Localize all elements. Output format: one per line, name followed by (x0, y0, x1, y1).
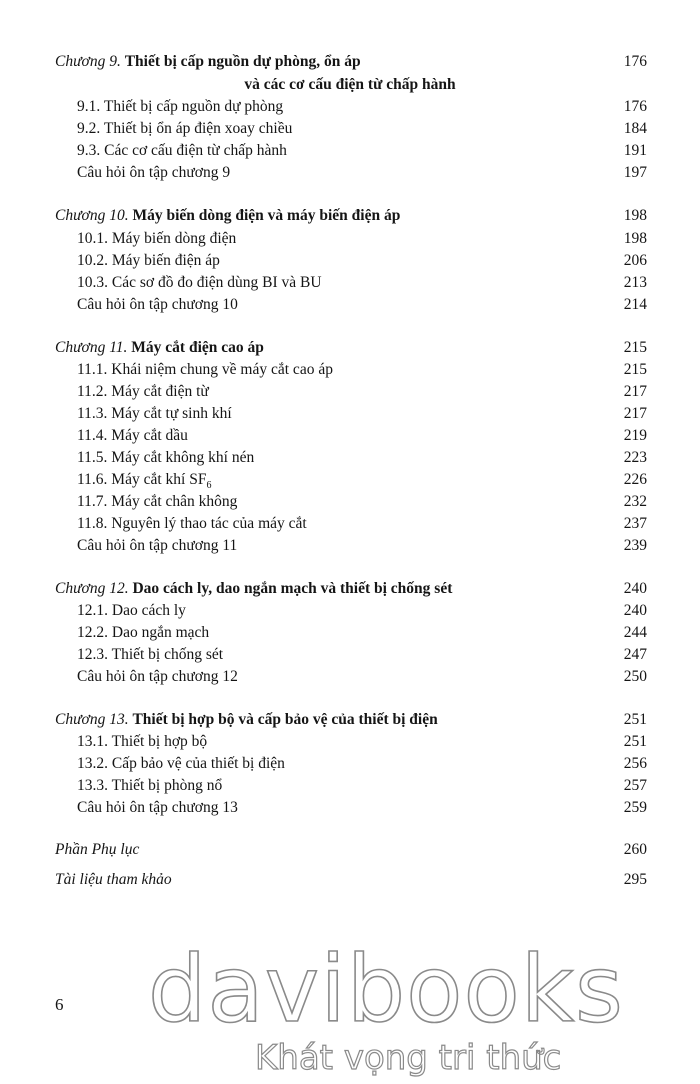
toc-entry: 11.1. Khái niệm chung về máy cắt cao áp 215 (77, 361, 647, 378)
toc-entry: 10.2. Máy biến điện áp 206 (77, 252, 647, 269)
toc-entry: 11.5. Máy cắt không khí nén 223 (77, 449, 647, 466)
toc-entry: 9.3. Các cơ cấu điện từ chấp hành 191 (77, 142, 647, 159)
page-ref: 240 (623, 580, 647, 597)
chapter-title: Máy biến dòng điện và máy biến điện áp (132, 207, 401, 224)
toc-entry: Câu hỏi ôn tập chương 13 259 (77, 799, 647, 816)
chapter-9-heading (0, 51, 700, 73)
chapter-12-heading (0, 578, 700, 600)
toc-entry: Câu hỏi ôn tập chương 10 214 (77, 296, 647, 313)
chapter-label: Chương 11. (55, 339, 128, 356)
chapter-title: Thiết bị cấp nguồn dự phòng, ổn áp (124, 53, 361, 70)
chapter-label: Chương 9. (55, 53, 121, 70)
toc-entry: 12.3. Thiết bị chống sét 247 (77, 646, 647, 663)
chapter-title: Dao cách ly, dao ngắn mạch và thiết bị chống sét (132, 580, 453, 597)
toc-entry: 11.7. Máy cắt chân không 232 (77, 493, 647, 510)
toc-entry: 10.3. Các sơ đồ đo điện dùng BI và BU 213 (77, 274, 647, 291)
chapter-10-heading (0, 205, 700, 227)
appendix-entry: Phần Phụ lục 260 (55, 841, 647, 858)
references-entry: Tài liệu tham khảo 295 (55, 871, 647, 888)
chapter-title: Máy cắt điện cao áp (131, 339, 264, 356)
chapter-label: Chương 10. (55, 207, 129, 224)
toc-entry: 11.3. Máy cắt tự sinh khí 217 (77, 405, 647, 422)
toc-entry: 11.2. Máy cắt điện từ 217 (77, 383, 647, 400)
toc-entry: 11.8. Nguyên lý thao tác của máy cắt 237 (77, 515, 647, 532)
page-number: 6 (55, 995, 64, 1014)
chapter-label: Chương 12. (55, 580, 129, 597)
toc-entry: 11.6. Máy cắt khí $SF_6$ 226 (77, 471, 647, 492)
toc-entry: 12.2. Dao ngắn mạch 244 (77, 624, 647, 641)
chapter-label: Chương 13. (55, 711, 129, 728)
toc-entry: 12.1. Dao cách ly 240 (77, 602, 647, 619)
toc-entry: 13.3. Thiết bị phòng nổ 257 (77, 777, 647, 794)
toc-entry: 13.2. Cấp bảo vệ của thiết bị điện 256 (77, 755, 647, 772)
toc-entry: Câu hỏi ôn tập chương 12 250 (77, 668, 647, 685)
toc-entry: Câu hỏi ôn tập chương 9 197 (77, 164, 647, 181)
watermark-brand: davibooks (148, 936, 624, 1043)
chapter-title-continued: và các cơ cấu điện từ chấp hành (244, 76, 456, 93)
toc-entry: 9.1. Thiết bị cấp nguồn dự phòng 176 (77, 98, 647, 115)
page-ref: 198 (623, 207, 647, 224)
chapter-13-heading (0, 709, 700, 731)
chapter-title: Thiết bị hợp bộ và cấp bảo vệ của thiết bị điện (132, 711, 438, 728)
subscript: 6 (206, 480, 212, 492)
page-ref: 215 (623, 339, 647, 356)
toc-entry: 11.4. Máy cắt dầu 219 (77, 427, 647, 444)
toc-entry: 9.2. Thiết bị ổn áp điện xoay chiều 184 (77, 120, 647, 137)
toc-entry: 13.1. Thiết bị hợp bộ 251 (77, 733, 647, 750)
toc-entry: 10.1. Máy biến dòng điện 198 (77, 230, 647, 247)
chapter-11-heading (0, 337, 700, 359)
page-ref: 251 (623, 711, 647, 728)
watermark-slogan: Khát vọng tri thức (255, 1038, 562, 1078)
page-ref: 176 (623, 53, 647, 70)
toc-entry: Câu hỏi ôn tập chương 11 239 (77, 537, 647, 554)
